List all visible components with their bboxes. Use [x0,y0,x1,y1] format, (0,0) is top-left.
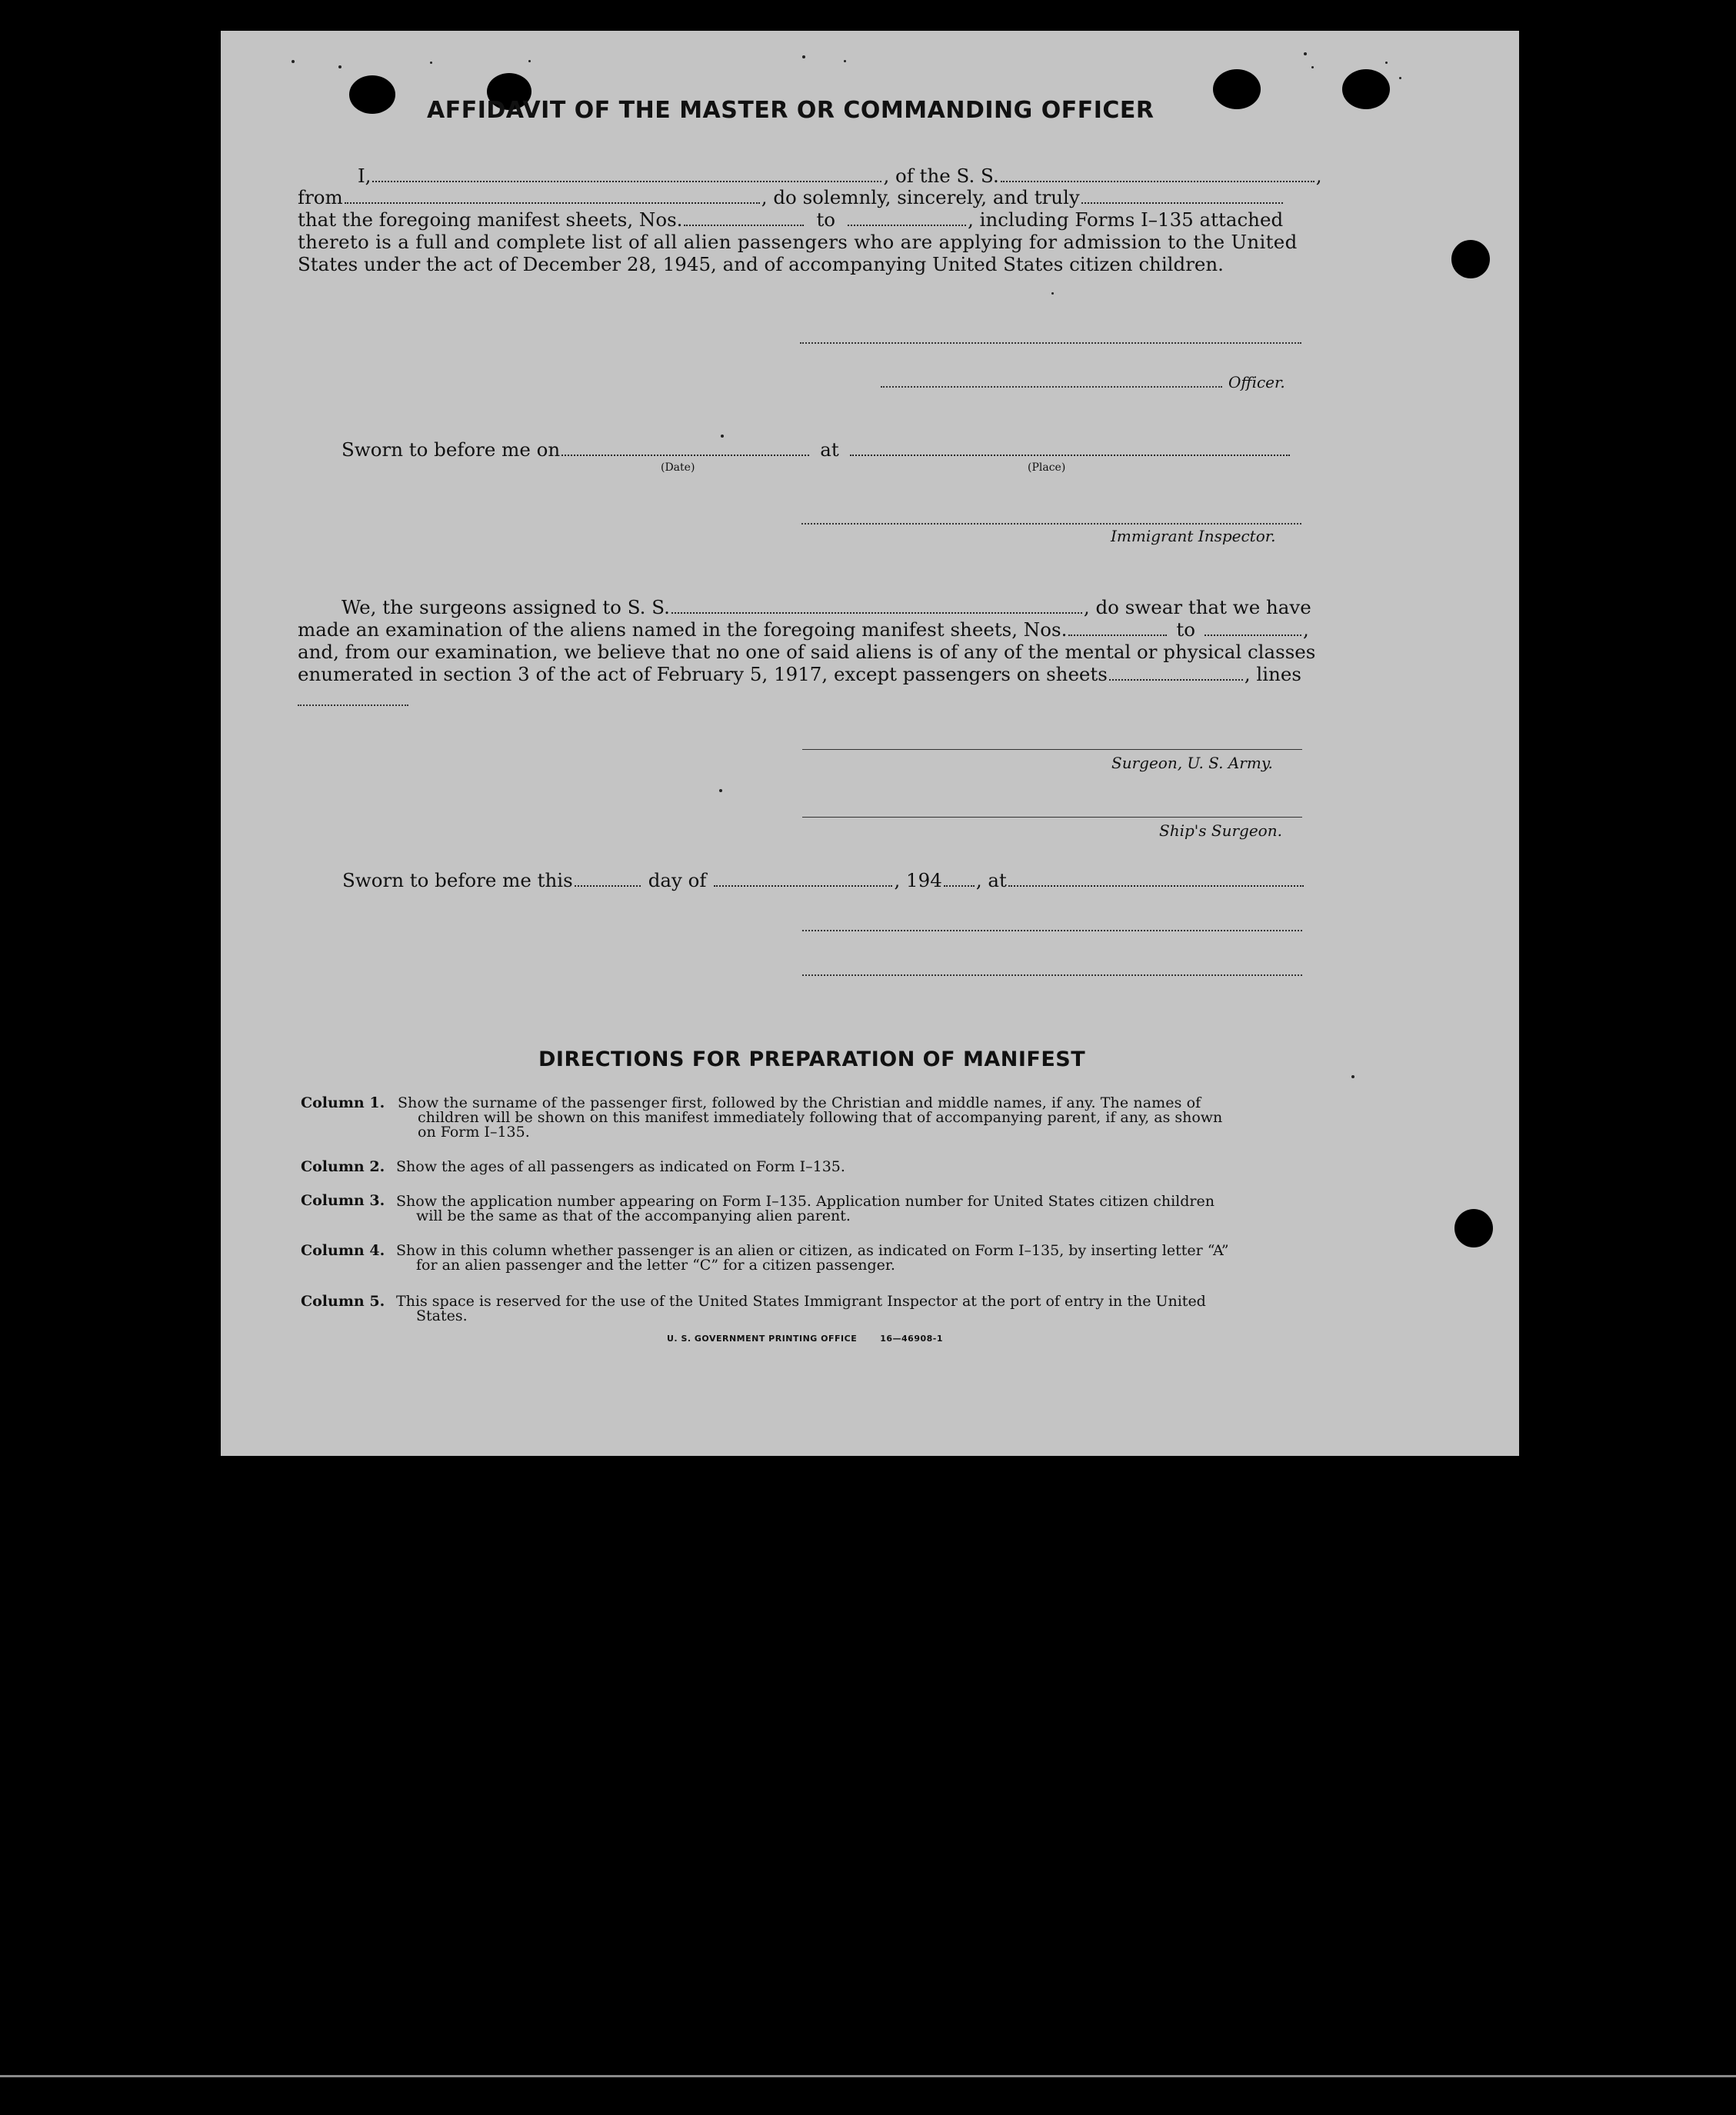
army-surgeon-signature-line[interactable] [802,749,1302,750]
including-label: , including Forms I–135 attached [968,208,1284,231]
sworn-at-field[interactable] [1008,884,1304,887]
date-caption: (Date) [661,461,695,474]
column-5-label: Column 5. [301,1293,385,1310]
printing-office-footer: U. S. GOVERNMENT PRINTING OFFICE 16—46908-1 [667,1334,944,1344]
officer-signature-line[interactable] [881,386,1222,388]
affirm-field[interactable] [1081,202,1283,204]
signature-line[interactable] [802,974,1302,976]
at-label: at [820,438,839,461]
column-4-label: Column 4. [301,1242,385,1259]
sworn-on-line [342,438,1291,461]
ship-surgeon-signature-line[interactable] [802,817,1302,818]
army-surgeon-label: Surgeon, U. S. Army. [1111,754,1273,772]
of-ss-label: , of the S. S. [883,165,999,187]
day-field[interactable] [575,884,641,887]
sworn-place-field[interactable] [850,454,1290,456]
column-1-label: Column 1. [301,1094,385,1111]
affidavit-line-5: States under the act of December 28, 1945, and of accompanying United States citizen children. [298,253,1224,275]
column-2-label: Column 2. [301,1158,385,1175]
surgeons-line-2: made an examination of the aliens named in the foregoing manifest sheets, Nos. to , [298,618,1309,641]
surgeons-line-1: We, the surgeons assigned to S. S. , do swear that we have [342,596,1311,618]
scan-edge-line [0,2075,1736,2077]
master-signature-line[interactable] [800,342,1301,344]
signature-line[interactable] [802,930,1302,931]
inspector-label: Immigrant Inspector. [1111,527,1276,545]
surgeon-ship-field[interactable] [671,611,1082,614]
affidavit-line-3 [298,208,1283,231]
exam-sheets-to-field[interactable] [1205,634,1301,636]
column-3-text: Show the application number appearing on Form I–135. Application number for United States citizen children will be the same as that of the accompanying alien parent. [396,1193,1215,1224]
affidavit-line-2 [298,186,1285,208]
punch-hole [1454,1209,1493,1247]
column-5-text: This space is reserved for the use of the United States Immigrant Inspector at the port of entry in the United States. [396,1293,1206,1324]
place-caption: (Place) [1028,461,1066,474]
inspector-signature-line[interactable] [801,523,1301,525]
year-field[interactable] [944,884,975,887]
form-page [221,31,1519,1456]
affidavit-title: AFFIDAVIT OF THE MASTER OR COMMANDING OFFICER [427,97,1155,124]
sheets-from-field[interactable] [684,224,804,226]
directions-title: DIRECTIONS FOR PREPARATION OF MANIFEST [538,1048,1086,1071]
affidavit-line-1: I, , of the S. S. , [358,165,1322,187]
sworn-on-label: Sworn to before me on [342,438,561,461]
from-label: from [298,186,343,208]
column-4-text: Show in this column whether passenger is an alien or citizen, as indicated on Form I–135, by inserting letter “A” for an alien passenger and the letter “C” for a citizen passenger. [396,1242,1229,1274]
solemnly-label: , do solemnly, sincerely, and truly [761,186,1080,208]
from-port-field[interactable] [345,202,760,204]
name-field[interactable] [372,180,881,182]
column-1-text: Show the surname of the passenger first, followed by the Christian and middle names, if any. The names of children will be shown on this manifest immediately following that of accompanying parent, if any, as shown on Form I–135. [398,1094,1223,1141]
sheets-to-field[interactable] [848,224,966,226]
sworn-date-field[interactable] [561,454,809,456]
punch-hole [1342,69,1390,109]
surgeons-line-4: enumerated in section 3 of the act of February 5, 1917, except passengers on sheets , lines [298,663,1301,685]
ship-name-field[interactable] [1001,180,1314,182]
surgeons-line-3: and, from our examination, we believe that no one of said aliens is of any of the mental or physical classes [298,641,1316,663]
except-sheets-field[interactable] [1109,678,1243,681]
affidavit-line-4: thereto is a full and complete list of all alien passengers who are applying for admission to the United [298,231,1298,253]
sworn-this-line: Sworn to before me this day of , 194 , at [342,869,1305,891]
foregoing-label: that the foregoing manifest sheets, Nos. [298,208,683,231]
punch-hole [1213,69,1261,109]
exam-sheets-from-field[interactable] [1068,634,1167,636]
i-label: I, [358,165,372,187]
ship-surgeon-label: Ship's Surgeon. [1159,821,1282,840]
except-lines-field[interactable] [298,704,408,706]
month-field[interactable] [714,884,892,887]
column-3-label: Column 3. [301,1192,385,1209]
column-2-text: Show the ages of all passengers as indicated on Form I–135. [396,1158,845,1175]
punch-hole [1451,240,1490,278]
punch-hole [349,75,395,114]
to-label: to [816,208,836,231]
officer-label: Officer. [1228,373,1285,391]
